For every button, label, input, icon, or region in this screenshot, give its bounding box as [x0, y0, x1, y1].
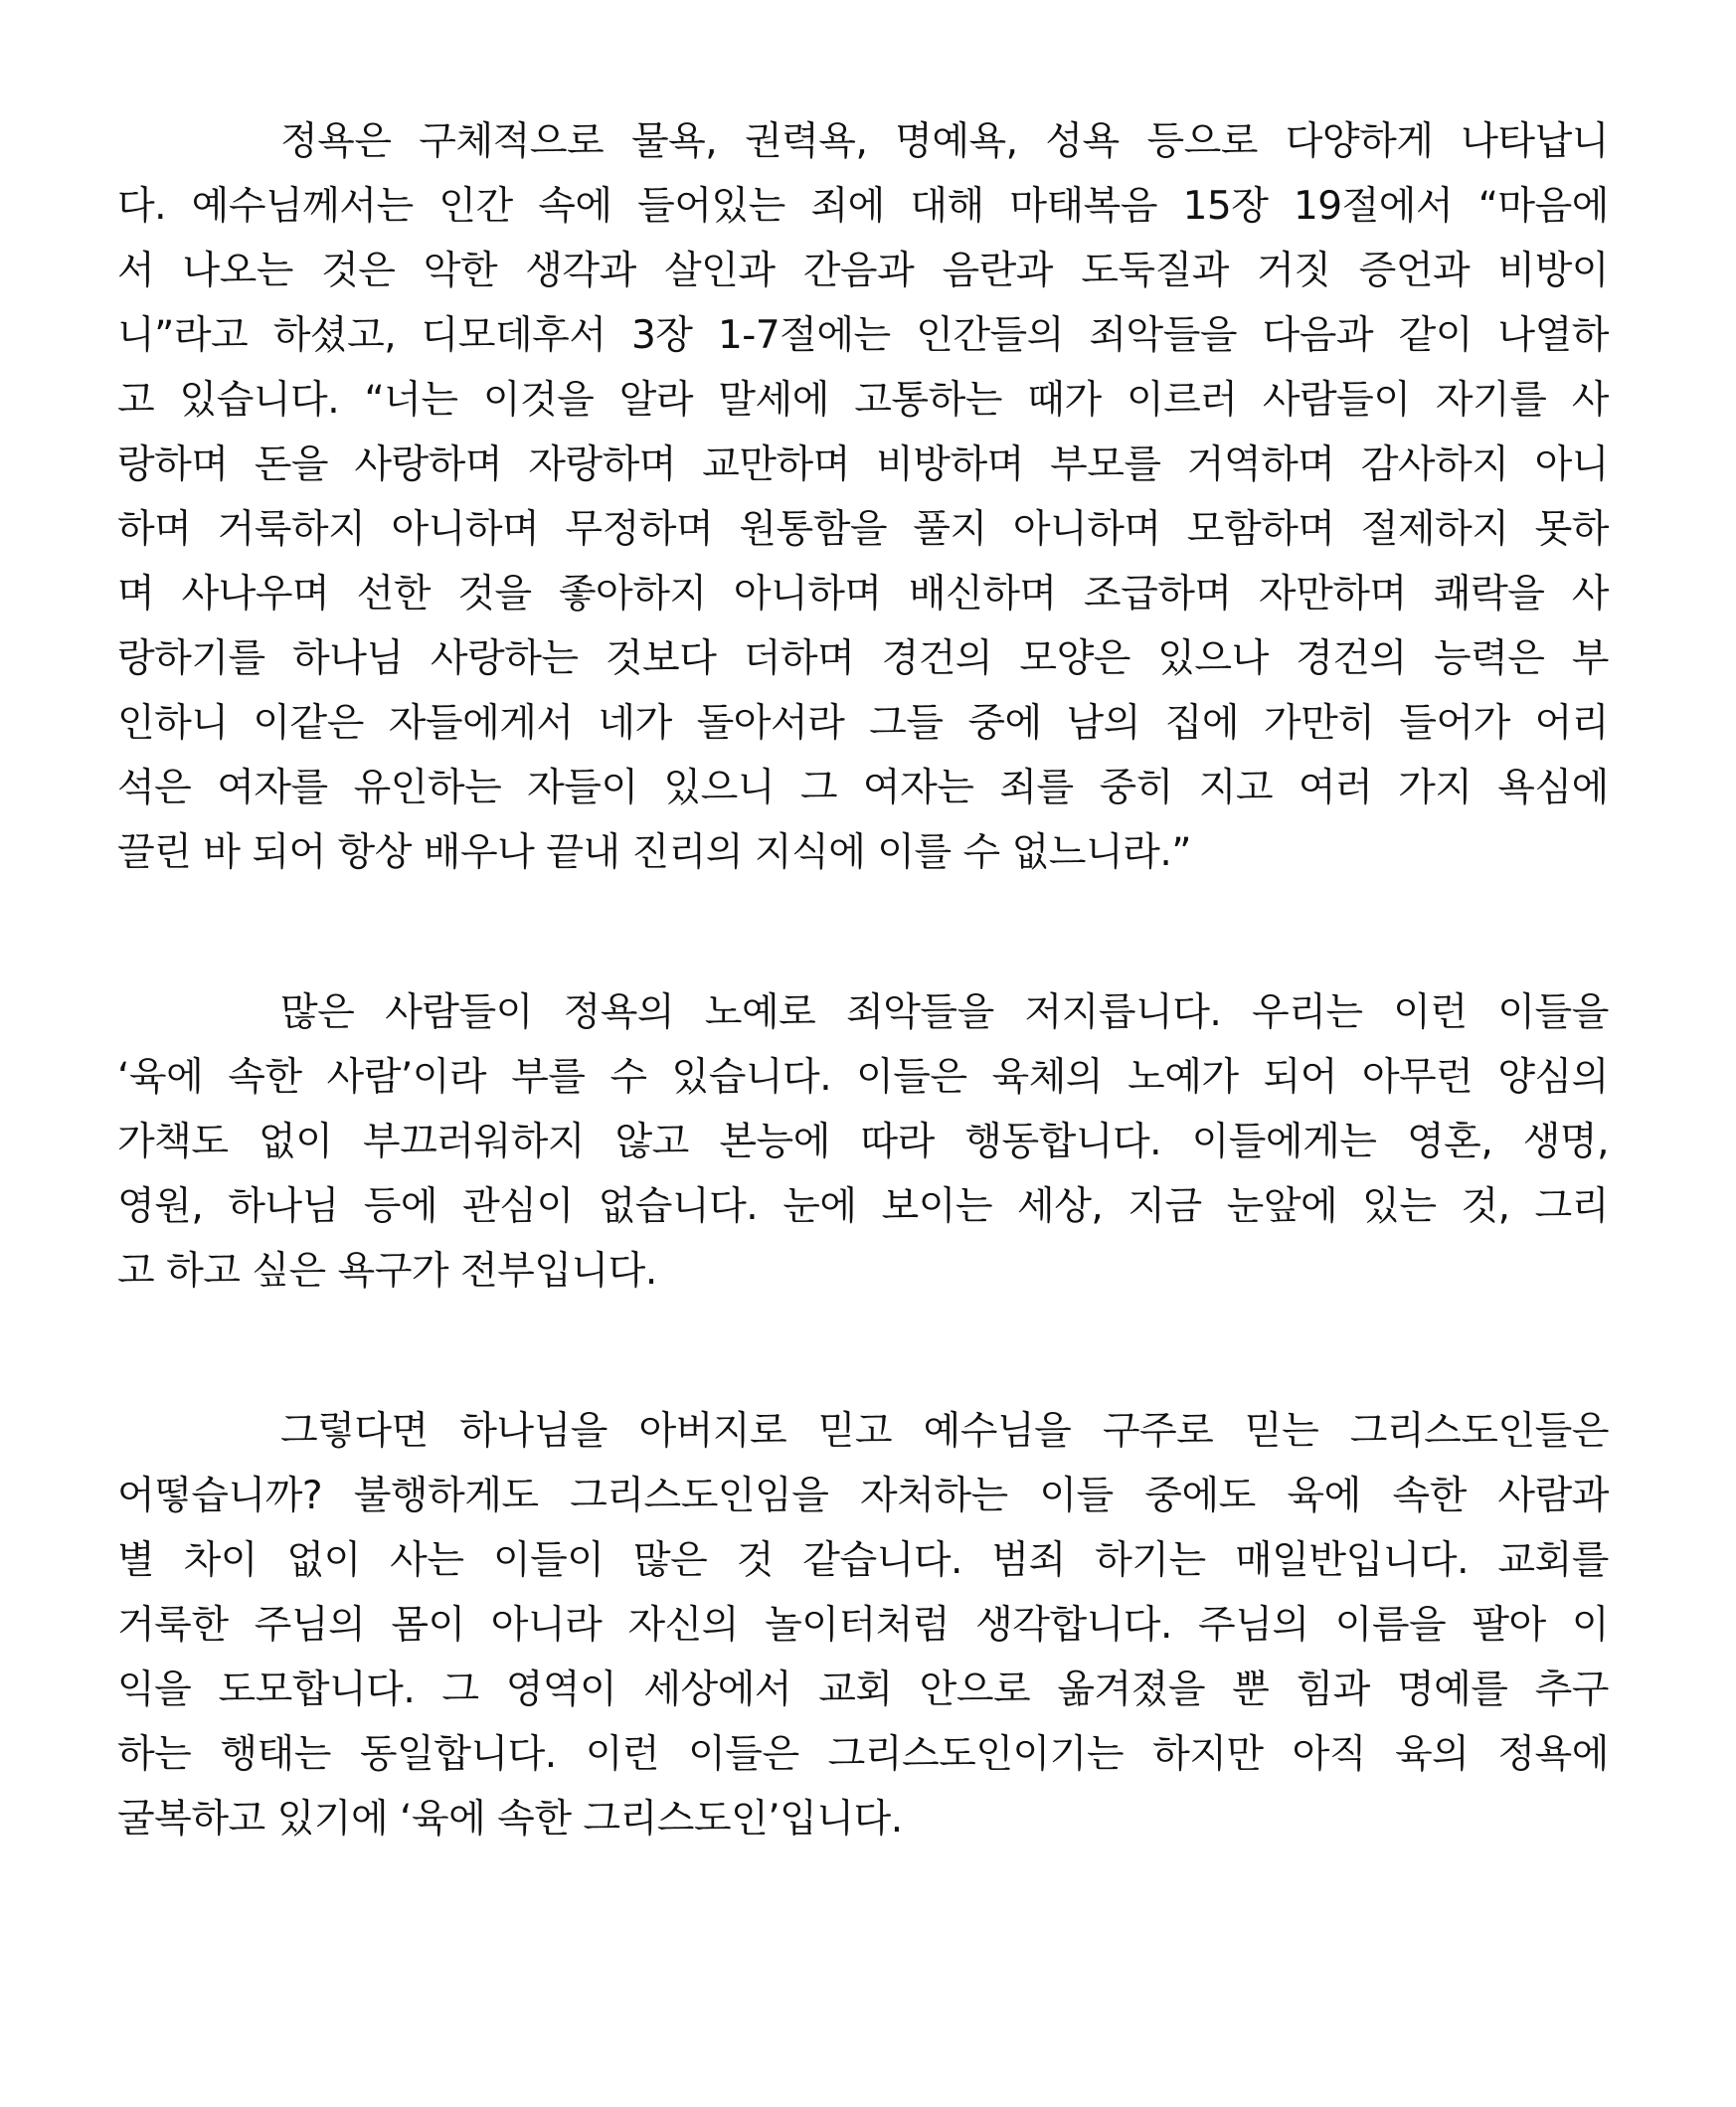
word: 15장 — [1182, 184, 1269, 229]
word: 옮겨졌을 — [1057, 1668, 1206, 1712]
word: ‘육에 — [117, 1055, 204, 1100]
word: 그리 — [1534, 1184, 1609, 1229]
word: 뿐 — [1232, 1668, 1270, 1712]
word: 거룩하지 — [217, 507, 366, 552]
word: 생명, — [1522, 1120, 1609, 1164]
word: 대해 — [910, 184, 984, 229]
text-line: 끌린 바 되어 항상 배우나 끝내 진리의 지식에 이를 수 없느니라.” — [117, 830, 1191, 875]
word: 도모합니다. — [218, 1668, 416, 1712]
word: 들어있는 — [637, 184, 785, 229]
word: 아니하며 — [1012, 507, 1161, 552]
word: 익을 — [117, 1668, 192, 1712]
word: 사 — [1571, 572, 1609, 616]
word: 몸이 — [391, 1603, 465, 1648]
word: 부모를 — [1050, 442, 1161, 487]
word: 않고 — [614, 1120, 689, 1164]
word: 추구 — [1534, 1668, 1609, 1712]
word: 감사하지 — [1360, 442, 1509, 487]
word: 이런 — [1393, 990, 1468, 1035]
word: 나열하 — [1497, 313, 1609, 358]
word: 이같은 — [253, 701, 364, 746]
word: 능력은 — [1433, 636, 1545, 681]
word: 교회를 — [1497, 1538, 1609, 1583]
word: 놀이터처럼 — [765, 1603, 950, 1648]
text-line — [117, 1110, 1609, 1174]
word: 주님의 — [1198, 1603, 1309, 1648]
word: 인간 — [438, 184, 513, 229]
word: 증언과 — [1358, 249, 1471, 293]
word: 그리스도인임을 — [570, 1474, 829, 1518]
word: 범죄 — [991, 1538, 1066, 1583]
text-line — [117, 691, 1609, 756]
text-line — [117, 433, 1609, 497]
word: 교만하며 — [702, 442, 850, 487]
word: 같이 — [1398, 313, 1473, 358]
word: 죄를 — [999, 766, 1074, 810]
word: 가책도 — [117, 1120, 229, 1164]
word: 그리스도인들은 — [1349, 1409, 1609, 1454]
word: 돌아서라 — [696, 701, 845, 746]
word: 비방하며 — [876, 442, 1024, 487]
word: 생각합니다. — [975, 1603, 1172, 1648]
word: 거룩한 — [117, 1603, 229, 1648]
word: 구주로 — [1102, 1409, 1214, 1454]
word: 살인과 — [663, 249, 776, 293]
word: 있습니다. — [179, 378, 340, 423]
text-line — [117, 109, 1609, 174]
word: 19절에서 — [1293, 184, 1454, 229]
word: 집에 — [1164, 701, 1240, 746]
word: 불행하게도 — [353, 1474, 539, 1518]
word: 말세에 — [718, 378, 829, 423]
text-line — [117, 303, 1609, 368]
word: 그들 — [869, 701, 944, 746]
word: 이름을 — [1334, 1603, 1447, 1648]
word: 속한 — [228, 1055, 302, 1100]
word: 자들이 — [527, 766, 638, 810]
word: 돈을 — [254, 442, 329, 487]
paragraph — [117, 980, 1609, 1304]
word: 없이 — [286, 1538, 361, 1583]
word: 이들은 — [688, 1732, 799, 1777]
word: 아니 — [1534, 442, 1609, 487]
word: 나오는 — [182, 249, 293, 293]
word: 무정하며 — [565, 507, 714, 552]
word: 부 — [1571, 636, 1609, 681]
text-line — [117, 1658, 1609, 1722]
word: “너는 — [364, 378, 458, 423]
word: 정욕의 — [563, 990, 675, 1035]
word: 아버지로 — [638, 1409, 787, 1454]
word: 하나님 — [292, 636, 404, 681]
word: 여자를 — [217, 766, 328, 810]
word: 성욕 — [1045, 119, 1120, 164]
word: 힘과 — [1296, 1668, 1370, 1712]
word: 지고 — [1198, 766, 1274, 810]
word: 그 — [799, 766, 838, 810]
word: 3장 — [630, 313, 693, 358]
word: 영역이 — [505, 1668, 617, 1712]
word: 여러 — [1298, 766, 1373, 810]
text-line — [117, 626, 1609, 691]
word: 자기를 — [1435, 378, 1547, 423]
word: 교회 — [818, 1668, 893, 1712]
text-line — [117, 1722, 1609, 1787]
word: 아니하며 — [733, 572, 882, 616]
word: 있습니다. — [671, 1055, 832, 1100]
word: 등으로 — [1146, 119, 1258, 164]
word: 있는 — [1362, 1184, 1437, 1229]
text-line — [117, 1399, 1609, 1464]
word: 모양은 — [1019, 636, 1130, 681]
word: 구체적으로 — [419, 119, 605, 164]
word: 관심이 — [462, 1184, 574, 1229]
word: 이런 — [585, 1732, 660, 1777]
word: 자만하며 — [1258, 572, 1407, 616]
word: 다. — [117, 184, 167, 229]
text-line — [117, 1593, 1609, 1658]
word: 알라 — [618, 378, 694, 423]
word: 없이 — [259, 1120, 333, 1164]
word: 가지 — [1398, 766, 1473, 810]
word: 아직 — [1292, 1732, 1366, 1777]
word: 따라 — [860, 1120, 935, 1164]
word: 부를 — [511, 1055, 586, 1100]
word: 네가 — [598, 701, 672, 746]
word: 비방이 — [1497, 249, 1609, 293]
word: 동일합니다. — [359, 1732, 557, 1777]
word: 거짓 — [1257, 249, 1331, 293]
word: 부끄러워하지 — [362, 1120, 585, 1164]
word: 아니라 — [490, 1603, 603, 1648]
word: 것보다 — [605, 636, 717, 681]
word: 다음과 — [1262, 313, 1374, 358]
word: 선한 — [356, 572, 431, 616]
word: 이들은 — [856, 1055, 967, 1100]
word: 사람들이 — [1262, 378, 1411, 423]
word: 이르러 — [1126, 378, 1238, 423]
word: 안으로 — [919, 1668, 1031, 1712]
word: 아니하며 — [391, 507, 540, 552]
word: “마음에 — [1477, 184, 1609, 229]
word: 많은 — [632, 1538, 708, 1583]
word: 저지릅니다. — [1024, 990, 1222, 1035]
word: 예수님을 — [923, 1409, 1072, 1454]
word: 하나님을 — [459, 1409, 608, 1454]
word: 모함하며 — [1186, 507, 1335, 552]
word: 믿는 — [1244, 1409, 1319, 1454]
word: 아무런 — [1361, 1055, 1474, 1100]
word: 더하며 — [743, 636, 855, 681]
word: 것을 — [457, 572, 532, 616]
word: 이들에게는 — [1191, 1120, 1377, 1164]
paragraph — [117, 109, 1609, 885]
text-line — [117, 756, 1609, 820]
word: 사람들이 — [385, 990, 533, 1035]
word: 하지만 — [1152, 1732, 1264, 1777]
word: 믿고 — [817, 1409, 893, 1454]
word: 사 — [1571, 378, 1609, 423]
word: 죄악들을 — [1089, 313, 1238, 358]
word: 중에 — [967, 701, 1042, 746]
word: 그렇다면 — [280, 1409, 429, 1454]
word: 주님의 — [254, 1603, 366, 1648]
word: 지금 — [1128, 1184, 1202, 1229]
word: 사랑하는 — [430, 636, 579, 681]
word: 서 — [117, 249, 155, 293]
text-line — [117, 1528, 1609, 1593]
word: 정욕에 — [1497, 1732, 1609, 1777]
word: 하는 — [117, 1732, 192, 1777]
word: 그 — [441, 1668, 479, 1712]
word: 유인하는 — [353, 766, 502, 810]
word: 어리 — [1534, 701, 1609, 746]
word: 예수님께서는 — [191, 184, 414, 229]
word: 별 — [117, 1538, 155, 1583]
word: 여자는 — [862, 766, 974, 810]
text-line — [117, 368, 1609, 433]
word: 이들이 — [492, 1538, 605, 1583]
text-line — [117, 562, 1609, 626]
word: 것은 — [321, 249, 396, 293]
word: 랑하며 — [117, 442, 229, 487]
word: 악한 — [423, 249, 498, 293]
word: 남의 — [1066, 701, 1140, 746]
word: 이들 — [1039, 1474, 1114, 1518]
text-line: 굴복하고 있기에 ‘육에 속한 그리스도인’입니다. — [117, 1797, 903, 1842]
word: 영원, — [117, 1184, 204, 1229]
word: 고통하는 — [854, 378, 1002, 423]
word: 가만히 — [1263, 701, 1375, 746]
text-line — [117, 1045, 1609, 1110]
word: 노예가 — [1128, 1055, 1239, 1100]
word: 눈앞에 — [1226, 1184, 1338, 1229]
word: 육에 — [1287, 1474, 1361, 1518]
paragraph — [117, 1399, 1609, 1851]
word: 이들을 — [1497, 990, 1609, 1035]
word: 음란과 — [942, 249, 1053, 293]
word: 없습니다. — [598, 1184, 759, 1229]
text-line — [117, 1464, 1609, 1528]
word: 속한 — [1392, 1474, 1467, 1518]
text-line — [117, 239, 1609, 303]
word: 고 — [117, 378, 155, 423]
word: 등에 — [363, 1184, 438, 1229]
word: 다양하게 — [1285, 119, 1434, 164]
text-line — [117, 980, 1609, 1045]
word: 세상에서 — [643, 1668, 792, 1712]
word: 니”라고 — [117, 313, 249, 358]
word: 도둑질과 — [1081, 249, 1229, 293]
word: 그리스도인이기는 — [827, 1732, 1125, 1777]
word: 디모데후서 — [421, 313, 607, 358]
word: 육체의 — [991, 1055, 1104, 1100]
word: 어떻습니까? — [117, 1474, 323, 1518]
word: 풀지 — [913, 507, 987, 552]
word: 이것을 — [482, 378, 595, 423]
word: 하기는 — [1095, 1538, 1206, 1583]
word: 자들에게서 — [388, 701, 574, 746]
word: 중에도 — [1144, 1474, 1256, 1518]
word: 좋아하지 — [558, 572, 707, 616]
word: 명예를 — [1396, 1668, 1508, 1712]
word: 차이 — [183, 1538, 258, 1583]
word: 원통함을 — [739, 507, 888, 552]
word: 이 — [1571, 1603, 1609, 1648]
word: 인하니 — [117, 701, 229, 746]
word: 있으나 — [1157, 636, 1269, 681]
word: 수 — [609, 1055, 647, 1100]
word: 정욕은 — [280, 119, 392, 164]
word: 나타납니 — [1461, 119, 1609, 164]
word: 권력욕, — [744, 119, 868, 164]
word: 물욕, — [630, 119, 718, 164]
word: 사나우며 — [181, 572, 330, 616]
word: 매일반입니다. — [1235, 1538, 1469, 1583]
word: 마태복음 — [1009, 184, 1158, 229]
word: 때가 — [1027, 378, 1102, 423]
word: 조급하며 — [1083, 572, 1232, 616]
word: 있으니 — [663, 766, 776, 810]
word: 것 — [736, 1538, 774, 1583]
word: 자랑하며 — [528, 442, 676, 487]
word: 하셨고, — [272, 313, 397, 358]
text-line — [117, 497, 1609, 562]
word: 쾌락을 — [1433, 572, 1545, 616]
word: 양심의 — [1497, 1055, 1609, 1100]
text-line — [117, 1174, 1609, 1239]
word: 생각과 — [525, 249, 636, 293]
word: 경건의 — [1296, 636, 1407, 681]
word: 눈에 — [782, 1184, 857, 1229]
word: 같습니다. — [802, 1538, 962, 1583]
word: 1-7절에는 — [717, 313, 891, 358]
word: 보이는 — [881, 1184, 993, 1229]
word: 인간들의 — [916, 313, 1064, 358]
word: 죄에 — [810, 184, 885, 229]
word: 배신하며 — [908, 572, 1057, 616]
word: 사람과 — [1497, 1474, 1609, 1518]
word: 간음과 — [802, 249, 915, 293]
word: 많은 — [280, 990, 355, 1035]
word: 것, — [1461, 1184, 1510, 1229]
word: 팔아 — [1472, 1603, 1546, 1648]
word: 속에 — [538, 184, 612, 229]
word: 자처하는 — [860, 1474, 1008, 1518]
word: 며 — [117, 572, 155, 616]
word: 사는 — [390, 1538, 464, 1583]
text-line — [117, 174, 1609, 239]
word: 우리는 — [1252, 990, 1363, 1035]
word: 명예욕, — [895, 119, 1018, 164]
word: 행태는 — [220, 1732, 331, 1777]
word: 사람’이라 — [326, 1055, 487, 1100]
word: 되어 — [1263, 1055, 1337, 1100]
word: 못하 — [1534, 507, 1609, 552]
word: 노예로 — [704, 990, 816, 1035]
word: 하며 — [117, 507, 192, 552]
text-line: 고 하고 싶은 욕구가 전부입니다. — [117, 1249, 657, 1294]
word: 랑하기를 — [117, 636, 265, 681]
word: 거역하며 — [1186, 442, 1335, 487]
document-page — [117, 109, 1609, 1947]
word: 경건의 — [881, 636, 993, 681]
word: 사랑하며 — [354, 442, 503, 487]
word: 세상, — [1017, 1184, 1104, 1229]
word: 행동합니다. — [964, 1120, 1162, 1164]
word: 육의 — [1394, 1732, 1470, 1777]
word: 석은 — [117, 766, 192, 810]
word: 본능에 — [719, 1120, 830, 1164]
word: 중히 — [1099, 766, 1173, 810]
word: 영혼, — [1406, 1120, 1493, 1164]
word: 들어가 — [1399, 701, 1510, 746]
word: 하나님 — [228, 1184, 339, 1229]
word: 욕심에 — [1497, 766, 1609, 810]
word: 자신의 — [627, 1603, 739, 1648]
word: 죄악들을 — [846, 990, 994, 1035]
word: 절제하지 — [1360, 507, 1509, 552]
